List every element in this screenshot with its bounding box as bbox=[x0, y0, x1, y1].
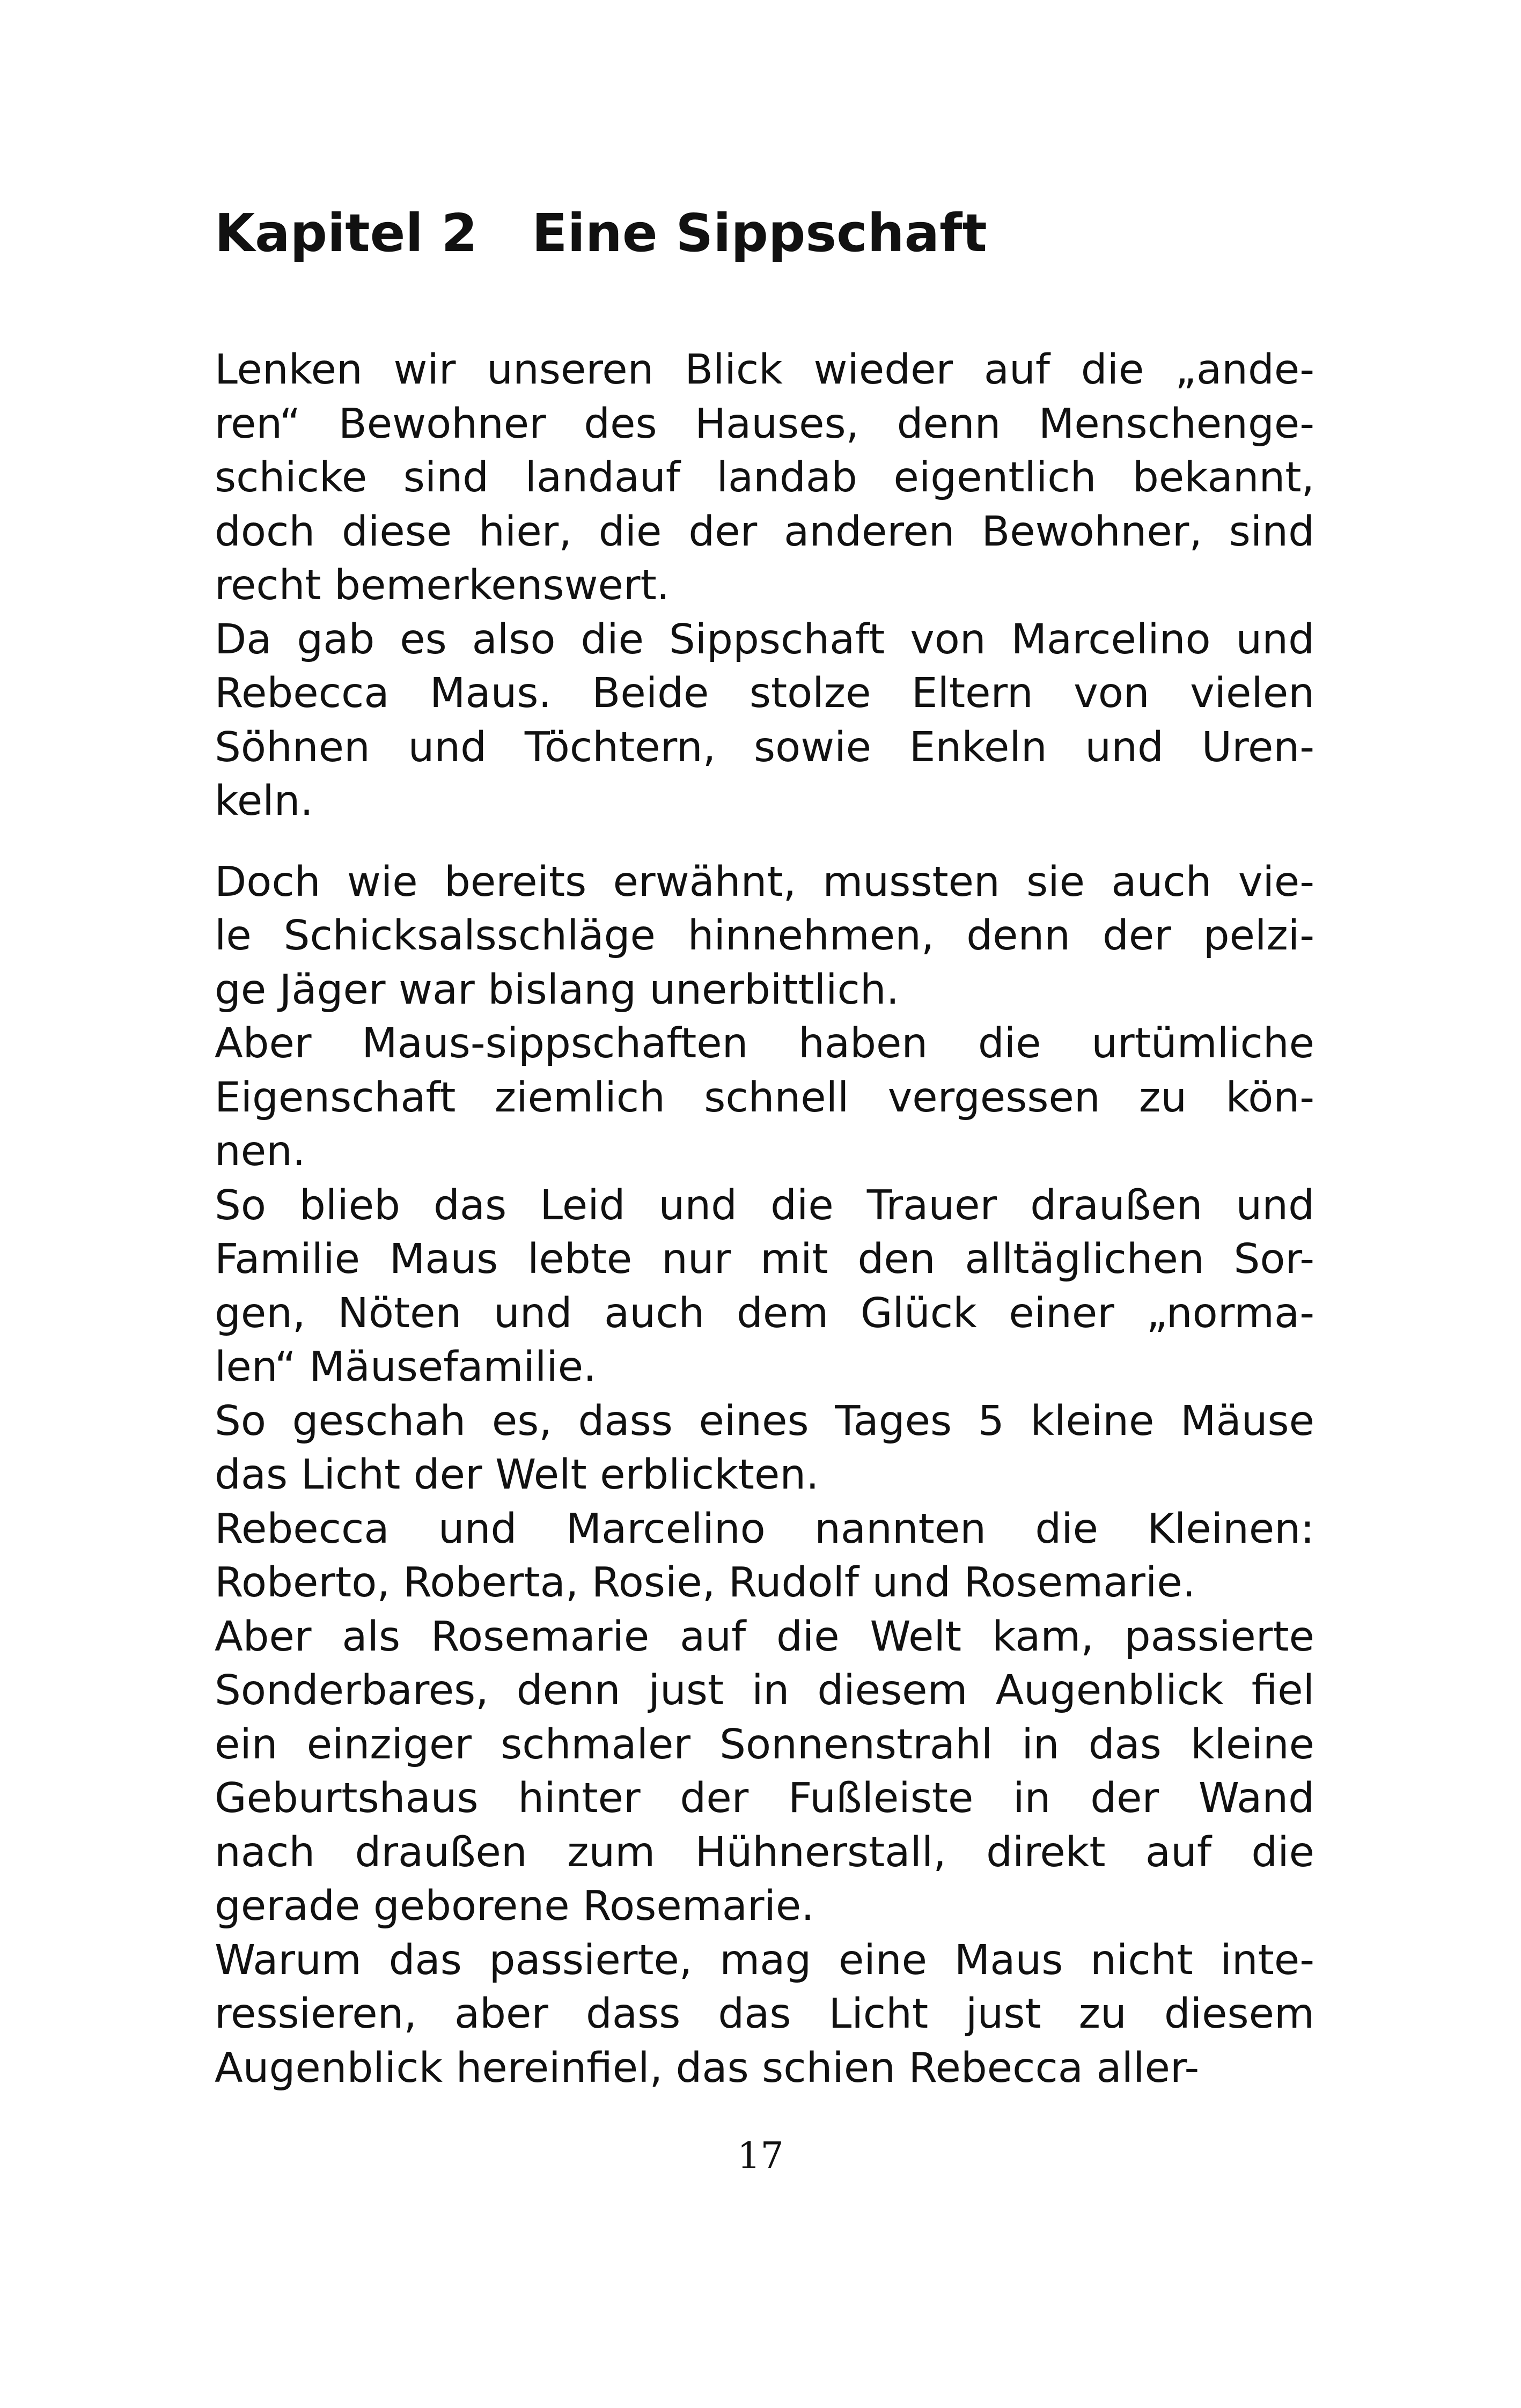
text-line: ge Jäger war bislang unerbittlich. bbox=[215, 966, 900, 1014]
text-line: Warum das passierte, mag eine Maus nicht inte- bbox=[215, 1936, 1314, 1984]
text-line: Augenblick hereinfiel, das schien Rebecca aller- bbox=[215, 2044, 1200, 2092]
paragraph bbox=[215, 1610, 1314, 1934]
text-line: le Schicksalsschläge hinnehmen, denn der pelzi- bbox=[215, 912, 1314, 960]
paragraph bbox=[215, 1503, 1314, 1610]
page-number: 17 bbox=[737, 2135, 784, 2177]
text-line: gen, Nöten und auch dem Glück einer „norma- bbox=[215, 1289, 1314, 1337]
text-line: gerade geborene Rosemarie. bbox=[215, 1882, 814, 1930]
text-line: Geburtshaus hinter der Fußleiste in der Wand bbox=[215, 1774, 1314, 1822]
paragraph bbox=[215, 343, 1314, 613]
paragraph bbox=[215, 613, 1314, 829]
text-line: Rebecca und Marcelino nannten die Kleinen: bbox=[215, 1505, 1314, 1553]
paragraph bbox=[215, 1179, 1314, 1395]
text-line: ressieren, aber dass das Licht just zu diesem bbox=[215, 1990, 1314, 2038]
text-line: Aber als Rosemarie auf die Welt kam, passierte bbox=[215, 1612, 1314, 1661]
text-line: len“ Mäusefamilie. bbox=[215, 1343, 597, 1391]
chapter-title: Kapitel 2 Eine Sippschaft bbox=[215, 203, 987, 263]
text-line: Sonderbares, denn just in diesem Augenblick fiel bbox=[215, 1667, 1314, 1714]
paragraph bbox=[215, 1395, 1314, 1503]
text-line: recht bemerkenswert. bbox=[215, 562, 670, 609]
paragraph bbox=[215, 1017, 1314, 1179]
text-line: Familie Maus lebte nur mit den alltäglichen Sor- bbox=[215, 1235, 1314, 1283]
text-line: Aber Maus-sippschaften haben die urtümliche bbox=[215, 1020, 1314, 1067]
text-line: Rebecca Maus. Beide stolze Eltern von vielen bbox=[215, 669, 1314, 717]
text-line: das Licht der Welt erblickten. bbox=[215, 1451, 819, 1499]
text-line: Da gab es also die Sippschaft von Marcelino und bbox=[215, 615, 1314, 664]
text-line: Roberto, Roberta, Rosie, Rudolf und Rosemarie. bbox=[215, 1559, 1196, 1607]
text-line: So geschah es, dass eines Tages 5 kleine Mäuse bbox=[215, 1397, 1314, 1445]
text-line: nen. bbox=[215, 1128, 306, 1175]
text-line: nach draußen zum Hühnerstall, direkt auf die bbox=[215, 1828, 1314, 1876]
text-line: ein einziger schmaler Sonnenstrahl in das kleine bbox=[215, 1720, 1314, 1769]
text-line: doch diese hier, die der anderen Bewohner, sind bbox=[215, 507, 1314, 556]
text-line: keln. bbox=[215, 777, 313, 825]
text-line: schicke sind landauf landab eigentlich bekannt, bbox=[215, 454, 1314, 502]
text-line: ren“ Bewohner des Hauses, denn Menschenge- bbox=[215, 400, 1314, 448]
text-line: Lenken wir unseren Blick wieder auf die „ande- bbox=[215, 346, 1314, 394]
text-line: So blieb das Leid und die Trauer draußen und bbox=[215, 1181, 1314, 1229]
body-text bbox=[215, 343, 1314, 2095]
text-line: Doch wie bereits erwähnt, mussten sie auch vie- bbox=[215, 858, 1314, 906]
text-line: Söhnen und Töchtern, sowie Enkeln und Uren- bbox=[215, 723, 1314, 771]
paragraph bbox=[215, 856, 1314, 1018]
text-line: Eigenschaft ziemlich schnell vergessen zu kön- bbox=[215, 1073, 1314, 1122]
paragraph bbox=[215, 1934, 1314, 2096]
